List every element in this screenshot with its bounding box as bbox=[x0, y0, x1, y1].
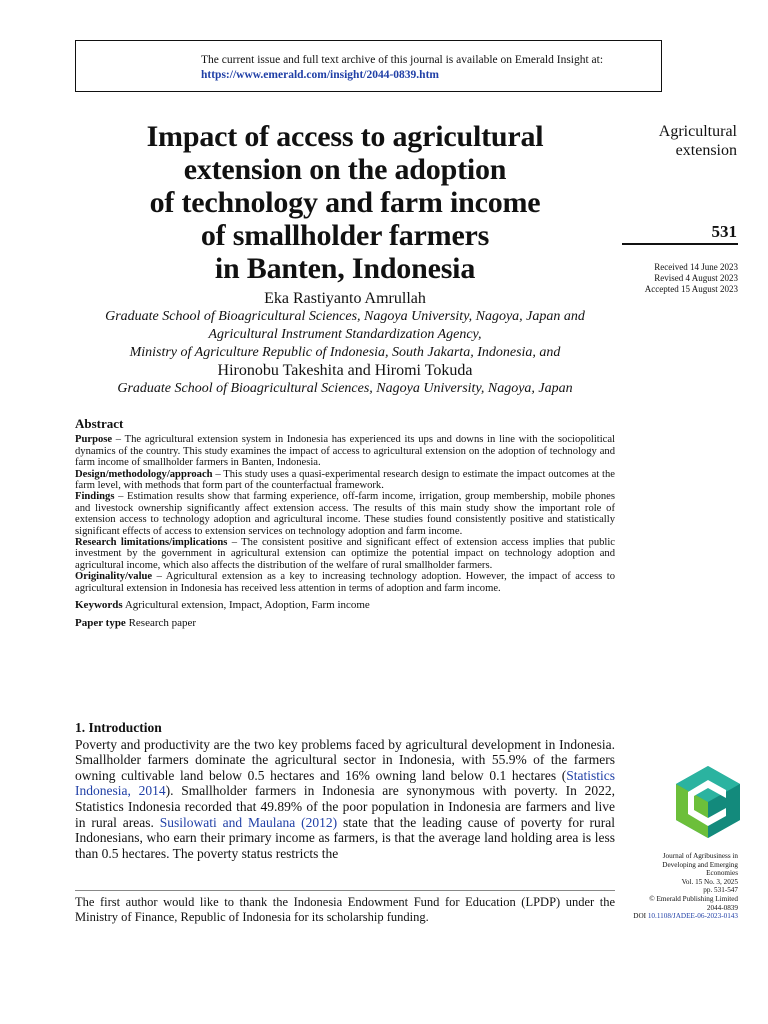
journal-pages: pp. 531-547 bbox=[703, 886, 738, 895]
revised-date: Revised 4 August 2023 bbox=[654, 273, 738, 283]
title-line: in Banten, Indonesia bbox=[214, 252, 476, 285]
page-number: 531 bbox=[711, 222, 737, 241]
text: – The agricultural extension system in Indonesia has experienced its ups and downs in line with the sociopolitical dynamics of the country. This study examines the impact of access to agricultural extension on the adoption of technology and farm income of smallholder farmers in Banten, Indonesia. bbox=[75, 434, 615, 469]
label: Findings bbox=[75, 491, 115, 503]
text: – This study uses a quasi-experimental research design to estimate the impact outcomes at the farm level, with methods that form part of the counterfactual framework. bbox=[75, 468, 615, 492]
abstract-heading: Abstract bbox=[75, 416, 124, 431]
author-affiliation: Agricultural Instrument Standardization Agency, bbox=[208, 327, 482, 342]
abstract-design bbox=[75, 469, 615, 492]
journal-volume: Vol. 15 No. 3, 2025 bbox=[681, 877, 738, 886]
emerald-logo-icon bbox=[676, 766, 740, 838]
journal-publisher: © Emerald Publishing Limited bbox=[649, 894, 738, 903]
introduction-section bbox=[75, 720, 615, 861]
title-line: Impact of access to agricultural bbox=[146, 120, 544, 153]
banner-text: The current issue and full text archive of this journal is available on Emerald Insight at: bbox=[201, 54, 604, 66]
paper-type bbox=[75, 618, 615, 629]
running-title-line: Agricultural bbox=[658, 123, 737, 140]
doi-label: DOI bbox=[633, 912, 648, 921]
author-affiliation: Ministry of Agriculture Republic of Indonesia, South Jakarta, Indonesia, and bbox=[129, 345, 561, 360]
citation-link[interactable]: Susilowati and Maulana (2012) bbox=[159, 814, 338, 830]
abstract-section bbox=[75, 418, 615, 629]
abstract-originality bbox=[75, 571, 615, 594]
accepted-date: Accepted 15 August 2023 bbox=[644, 284, 738, 294]
received-date: Received 14 June 2023 bbox=[654, 262, 738, 272]
journal-name: Economies bbox=[706, 869, 738, 878]
abstract-purpose bbox=[75, 434, 615, 468]
journal-name: Developing and Emerging bbox=[662, 860, 738, 869]
author-name: Eka Rastiyanto Amrullah bbox=[264, 290, 426, 307]
history-dates bbox=[600, 262, 738, 295]
text: Agricultural extension, Impact, Adoption, Farm income bbox=[122, 599, 370, 612]
citation-link[interactable]: Statistics Indonesia, 2014 bbox=[75, 767, 615, 799]
footnote-divider bbox=[75, 890, 615, 891]
abstract-limitations bbox=[75, 537, 615, 571]
label: Purpose bbox=[75, 434, 113, 446]
label: Originality/value bbox=[75, 571, 153, 583]
text: – Estimation results show that farming experience, off-farm income, irrigation, group membership, mobile phones and livestock ownership significantly affect extension access. The results of this main study show the important role of extension access to technology adoption and agricultural income. These studies found consistently positive and statistically significant effects of access to extension services on technology adoption and farm income. bbox=[75, 491, 615, 537]
running-title bbox=[622, 122, 737, 160]
intro-paragraph bbox=[75, 737, 615, 862]
text: ). Smallholder farmers in Indonesia are synonymous with poverty. In 2022, Statistics Indonesia recorded that 49.89% of the poor population in Indonesia are farmers and live in rural areas. bbox=[75, 783, 616, 830]
text: state that the leading cause of poverty for rural Indonesians, who earn their primary income as farmers, is that the average land holding area is less than 0.5 hectares. The poverty status restricts the bbox=[75, 814, 615, 861]
title-line: extension on the adoption bbox=[183, 153, 507, 186]
author-block bbox=[60, 290, 630, 398]
author-affiliation: Graduate School of Bioagricultural Sciences, Nagoya University, Nagoya, Japan bbox=[117, 381, 573, 396]
abstract-findings bbox=[75, 491, 615, 537]
label: Keywords bbox=[75, 599, 123, 612]
journal-name: Journal of Agribusiness in bbox=[662, 852, 738, 860]
journal-info bbox=[610, 852, 738, 921]
label: Paper type bbox=[75, 616, 126, 629]
journal-url-link[interactable]: https://www.emerald.com/insight/2044-0839.htm bbox=[201, 69, 439, 81]
text: Research paper bbox=[125, 616, 197, 629]
label: Research limitations/implications bbox=[75, 537, 228, 549]
doi-link[interactable]: 10.1108/JADEE-06-2023-0143 bbox=[647, 912, 738, 921]
journal-issn: 2044-0839 bbox=[706, 903, 738, 912]
running-title-line: extension bbox=[675, 142, 737, 159]
footnote: The first author would like to thank the Indonesia Endowment Fund for Education (LPDP) under the Ministry of Finance, Republic of Indonesia for its scholarship funding. bbox=[75, 895, 615, 924]
keywords bbox=[75, 600, 615, 611]
label: Design/methodology/approach bbox=[75, 468, 213, 480]
sidebar-rule bbox=[622, 243, 738, 245]
text: – Agricultural extension as a key to increasing technology adoption. However, the impact of access to agricultural extension in Indonesia has received less attention in terms of adoption and farm income. bbox=[75, 571, 615, 594]
journal-doi bbox=[610, 912, 738, 921]
journal-availability-banner bbox=[75, 40, 662, 92]
author-affiliation: Graduate School of Bioagricultural Sciences, Nagoya University, Nagoya, Japan and bbox=[105, 309, 585, 324]
title-line: of smallholder farmers bbox=[200, 219, 490, 252]
text: Poverty and productivity are the two key problems faced by agricultural development in Indonesia. Smallholder farmers dominate the agricultural sector in Indonesia, with 55.9% of the farmers owning cultivable land below 0.5 hectares and 16% owning land below 0.1 hectares ( bbox=[75, 736, 615, 783]
article-title bbox=[75, 120, 615, 285]
section-heading: 1. Introduction bbox=[75, 720, 162, 735]
author-name: Hironobu Takeshita and Hiromi Tokuda bbox=[217, 362, 473, 379]
title-line: of technology and farm income bbox=[149, 186, 541, 219]
text: – The consistent positive and significant effect of extension access implies that public investment by the government in agricultural extension can optimize the potential impact on technology adoption and agricultural income, which also affects the distribution of the welfare of rural smallholder farmers. bbox=[75, 537, 615, 571]
